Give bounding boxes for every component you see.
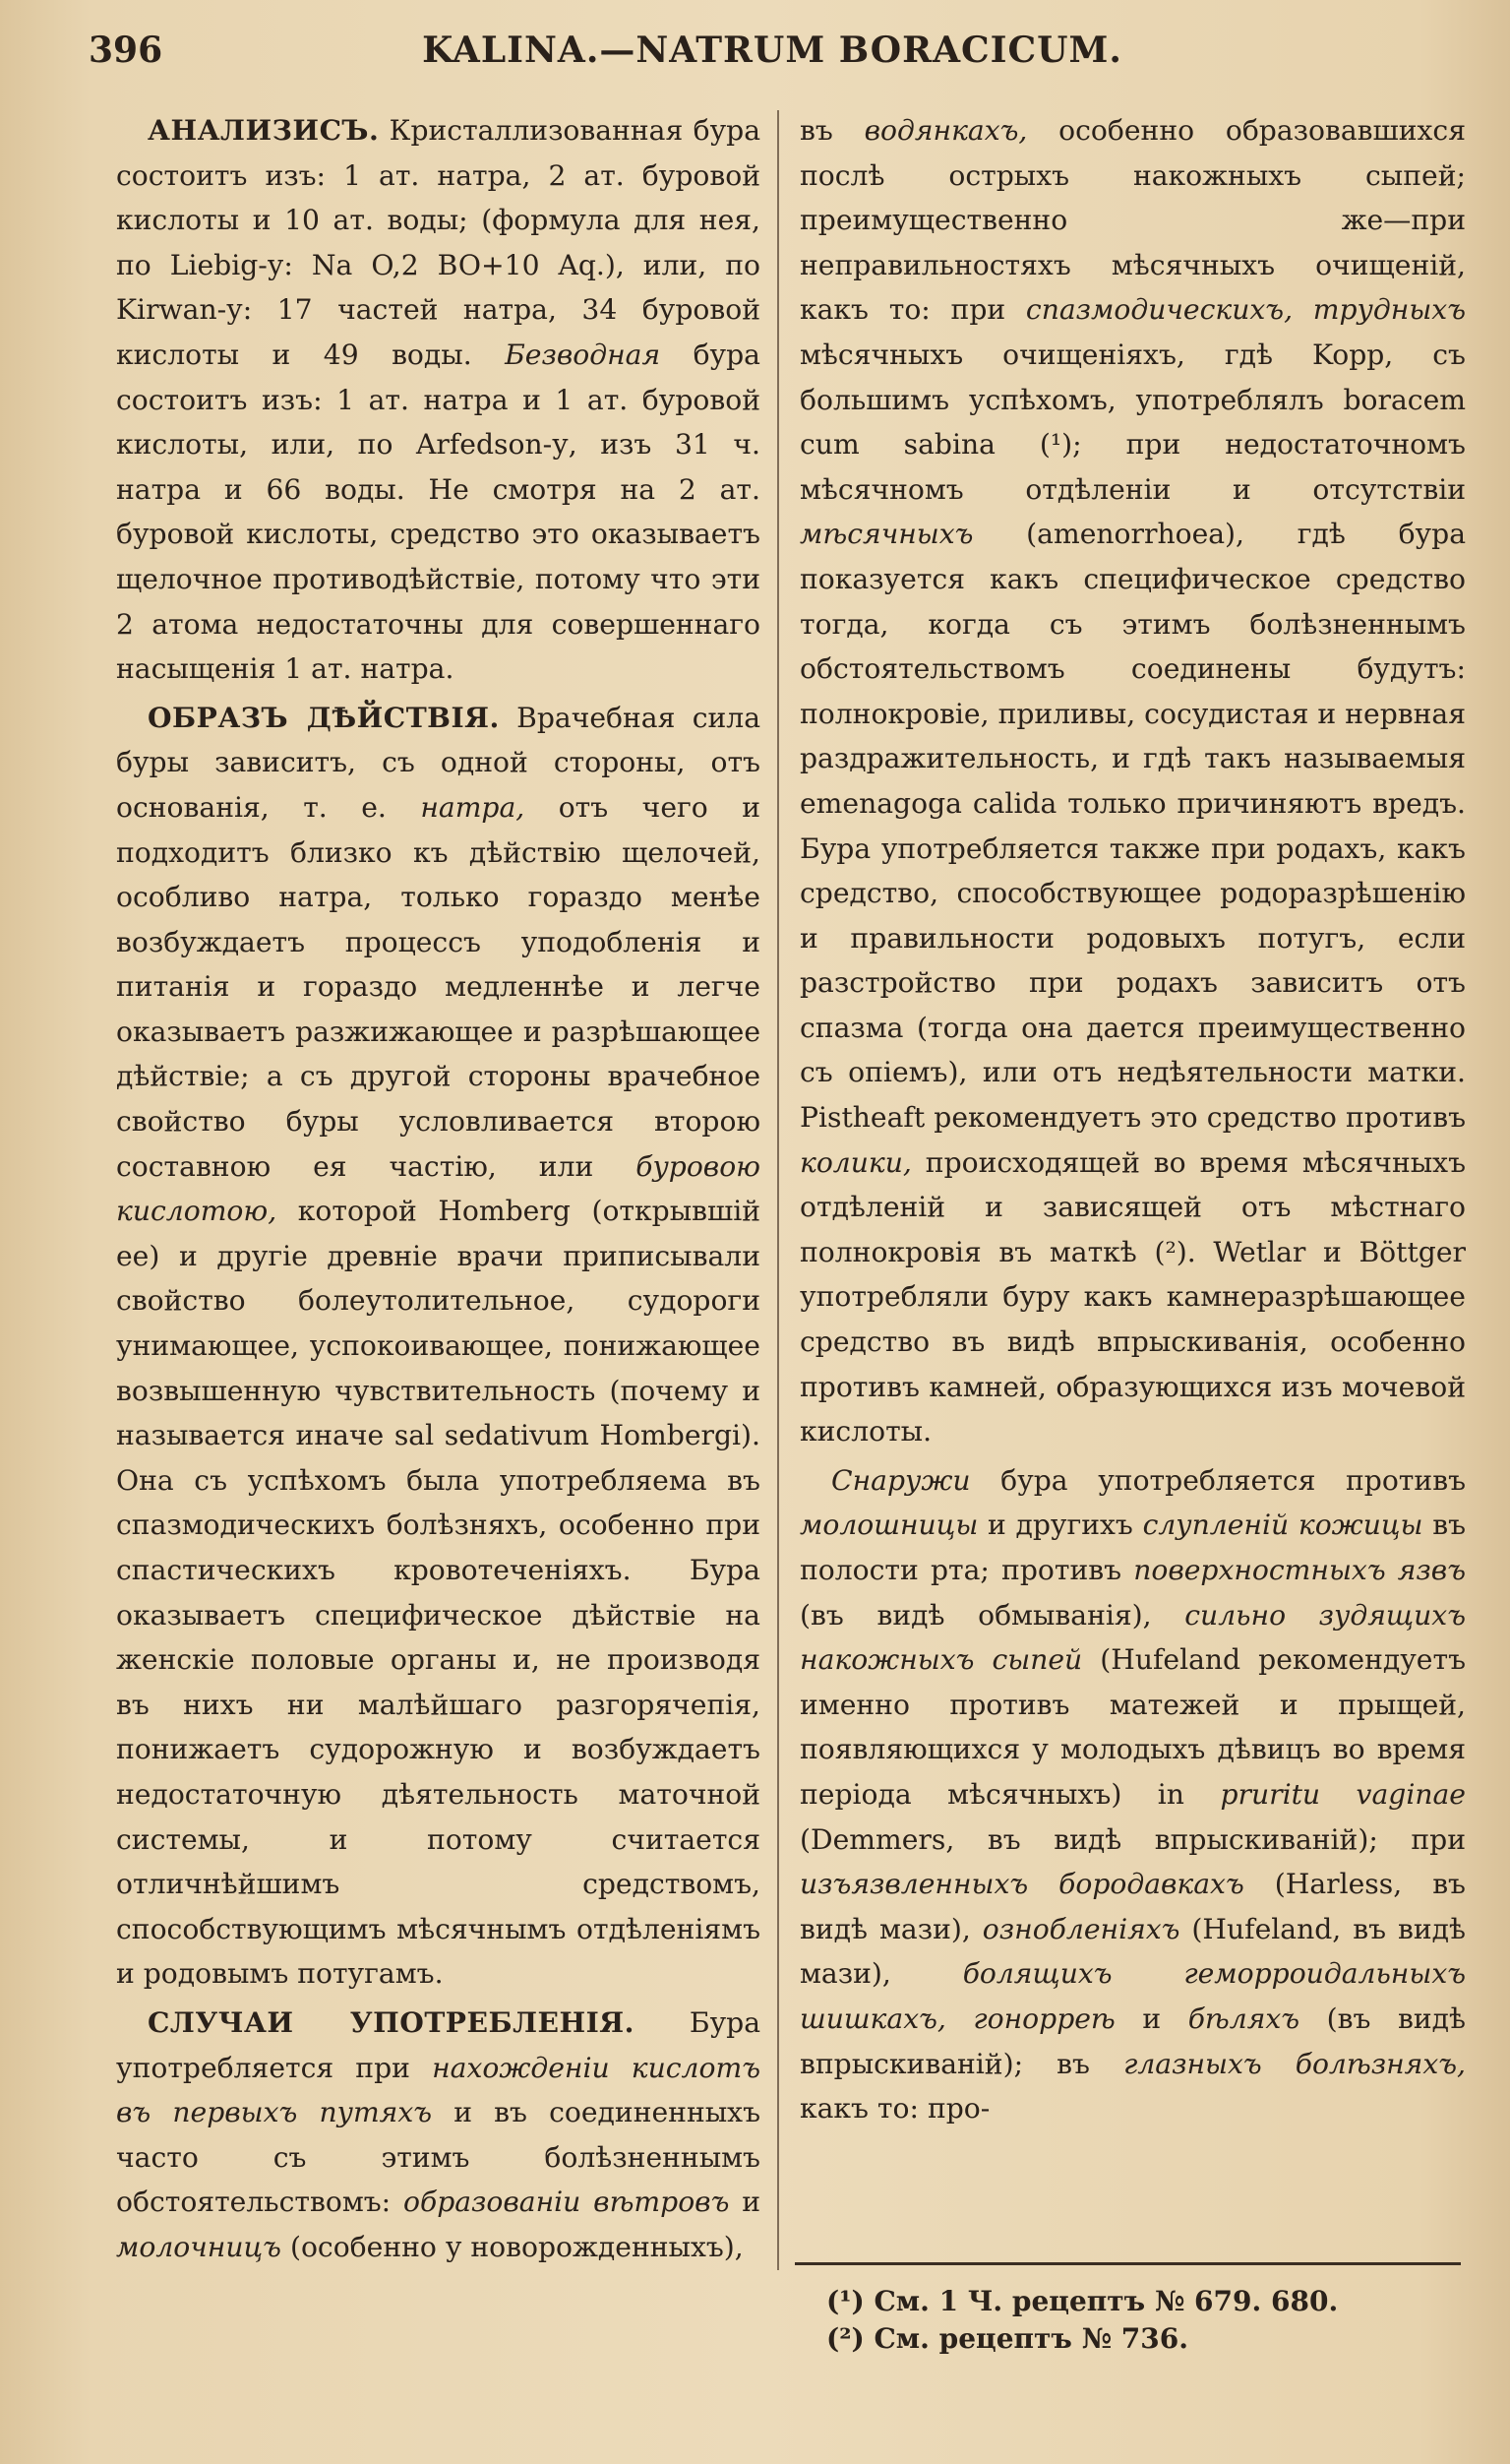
footnote-2: (²) См. рецептъ № 736. [826, 2322, 1188, 2355]
page-header [89, 30, 1456, 79]
paragraph-action: ОБРАЗЪ ДѢЙСТВІЯ. Врачебная сила буры зависитъ, съ одной стороны, отъ основанія, т. е. натра, отъ чего и подходитъ близко къ дѣйствію щелочей, особливо натра, только гораздо менѣе возбуждаетъ процессъ уподобленія и питанія и гораздо медленнѣе и легче оказываетъ разжижающее и разрѣшающее дѣйствіе; а съ другой стороны врачебное свойство буры условливается второю составною ея частію, или буровою кислотою, которой Homberg (открывшій ее) и другіе древніе врачи приписывали свойство болеутолительное, судороги унимающее, успокоивающее, понижающее возвышенную чувствительность (почему и называется иначе sal sedativum Hombergi). Она съ успѣхомъ была употребляема въ спазмодическихъ болѣзняхъ, особенно при спастическихъ кровотеченіяхъ. Бура оказываетъ специфическое дѣйствіе на женскіе половые органы и, не производя въ нихъ ни малѣйшаго разгорячепія, понижаетъ судорожную и возбуждаетъ недостаточную дѣятельность маточной системы, и потому считается отличнѣйшимъ средствомъ, способствующимъ мѣсячнымъ отдѣленіямъ и родовымъ потугамъ. [116, 701, 760, 1991]
paragraph-indications: СЛУЧАИ УПОТРЕБЛЕНІЯ. Бура употребляется при нахожденіи кислотъ въ первыхъ путяхъ и въ соединенныхъ часто съ этимъ болѣзненнымъ обстоятельствомъ: образованіи вѣтровъ и молочницъ (особенно у новорожденныхъ), [116, 2005, 761, 2263]
paragraph-external-use: Снаружи бура употребляется противъ молошницы и другихъ слупленій кожицы въ полости рта; противъ поверхностныхъ язвъ (въ видѣ обмыванія), сильно зудящихъ накожныхъ сыпей (Hufeland рекомендуетъ именно противъ матежей и прыщей, появляющихся у молодыхъ дѣвицъ во время періода мѣсячныхъ) in pruritu vaginae (Demmers, въ видѣ впрыскиваній); при изъязвленныхъ бородавкахъ (Harless, въ видѣ мази), ознобленіяхъ (Hufeland, въ видѣ мази), болящихъ геморроидальныхъ шишкахъ, гонорреѣ и бѣляхъ (въ видѣ впрыскиваній); въ глазныхъ болѣзняхъ, какъ то: про- [800, 1463, 1467, 2125]
footnote-1: (¹) См. 1 Ч. рецептъ № 679. 680. [826, 2285, 1339, 2317]
section-lead-action: ОБРАЗЪ ДѢЙСТВІЯ. [148, 701, 500, 734]
paragraph-analysis: АНАЛИЗИСЪ. Кристаллизованная бура состоитъ изъ: 1 ат. натра, 2 ат. буровой кислоты и 10 ат. воды; (формула для нея, по Liebig-у: Na O,2 BO+10 Aq.), или, по Kirwan-у: 17 частей натра, 34 буровой кислоты и 49 воды. Безводная бура состоитъ изъ: 1 ат. натра и 1 ат. буровой кислоты, или, по Arfedson-у, изъ 31 ч. натра и 66 воды. Не смотря на 2 ат. буровой кислоты, средство это оказываетъ щелочное противодѣйствіе, потому что эти 2 атома недостаточны для совершеннаго насыщенія 1 ат. натра. [116, 114, 760, 686]
page-number: 396 [89, 30, 163, 71]
paragraph-indications-continued: въ водянкахъ, особенно образовавшихся послѣ острыхъ накожныхъ сыпей; преимущественно же—при неправильностяхъ мѣсячныхъ очищеній, какъ то: при спазмодическихъ, трудныхъ мѣсячныхъ очищеніяхъ, гдѣ Kopp, съ большимъ успѣхомъ, употреблялъ boracem cum sabina (¹); при недостаточномъ мѣсячномъ отдѣленіи и отсутствіи мѣсячныхъ (amenorrhoea), гдѣ бура показуется какъ специфическое средство тогда, когда съ этимъ болѣзненнымъ обстоятельствомъ соединены будутъ: полнокровіе, приливы, сосудистая и нервная раздражительность, и гдѣ такъ называемыя emenagoga calida только причиняютъ вредъ. Бура употребляется также при родахъ, какъ средство, способствующее родоразрѣшенію и правильности родовыхъ потугъ, если разстройство при родахъ зависитъ отъ спазма (тогда она дается преимущественно съ опіемъ), или отъ недѣятельности матки. Pistheaft рекомендуетъ это средство противъ колики, происходящей во время мѣсячныхъ отдѣленій и зависящей отъ мѣстнаго полнокровія въ маткѣ (²). Wetlar и Böttger употребляли буру какъ камнеразрѣшающее средство въ видѣ впрыскиванія, особенно противъ камней, образующихся изъ мочевой кислоты. [800, 114, 1466, 1448]
right-column [800, 108, 1466, 2131]
section-lead-analysis: АНАЛИЗИСЪ. [148, 114, 380, 147]
footnotes [826, 2283, 1456, 2358]
left-column [116, 108, 760, 2270]
text-columns [116, 108, 1466, 2273]
footnote-rule [795, 2262, 1461, 2265]
section-lead-indications: СЛУЧАИ УПОТРЕБЛЕНІЯ. [148, 2005, 634, 2039]
running-head: KALINA.—NATRUM BORACICUM. [422, 30, 1122, 71]
